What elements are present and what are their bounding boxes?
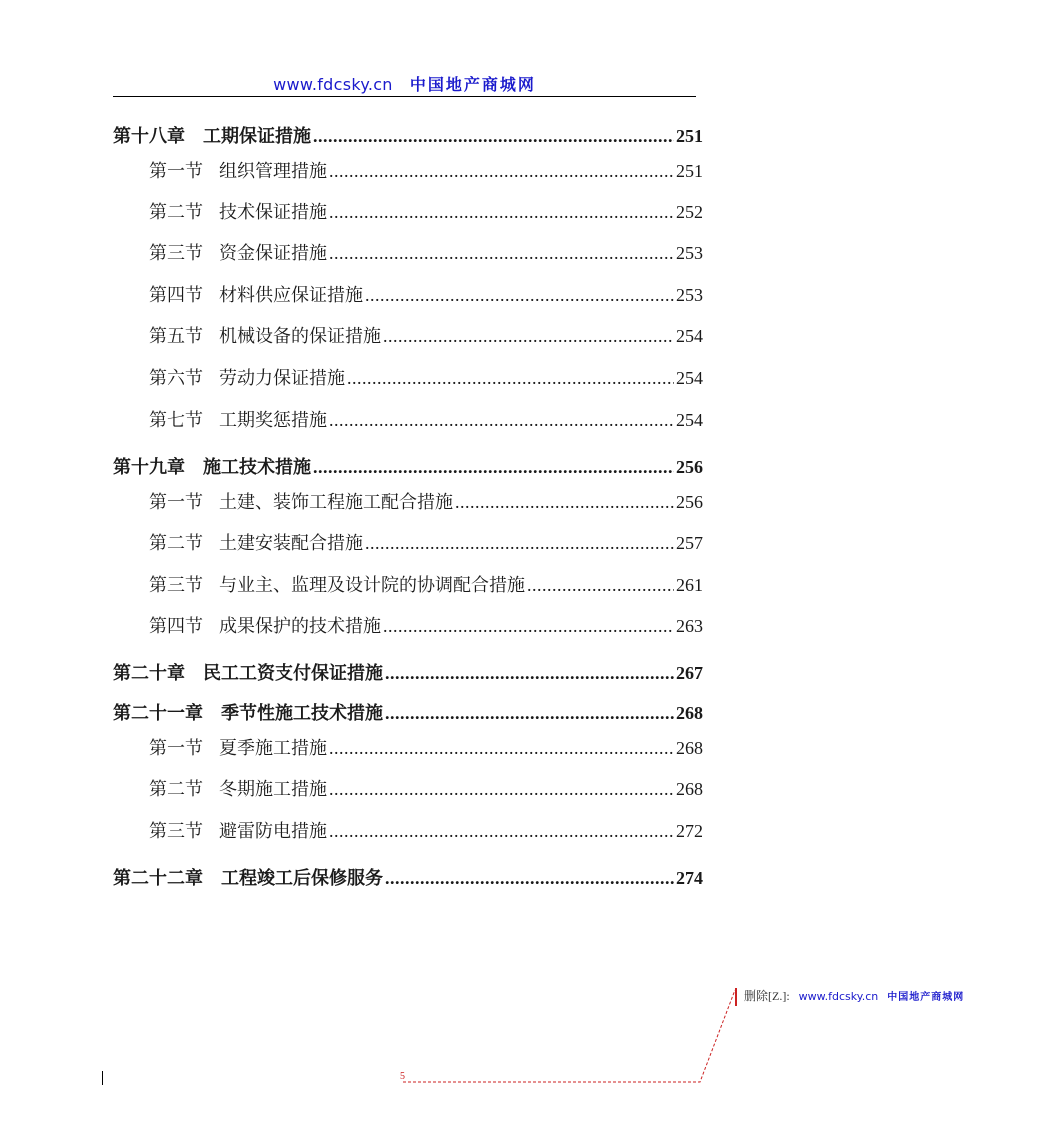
- toc-entry-number: 第四节: [149, 285, 203, 305]
- toc-entry-page: 251: [676, 126, 703, 146]
- toc-entry-number: 第二十章: [113, 663, 185, 683]
- header-site-name: 中国地产商城网: [409, 75, 536, 94]
- revision-comment[interactable]: [735, 986, 1015, 1006]
- toc-entry-number: 第三节: [149, 821, 203, 841]
- toc-entry-page: 253: [676, 243, 703, 263]
- toc-entry-page: 251: [676, 161, 703, 181]
- toc-entry-title: 成果保护的技术措施: [219, 616, 381, 636]
- toc-entry-title: 避雷防电措施: [219, 821, 327, 841]
- toc-entry-number: 第一节: [149, 492, 203, 512]
- toc-entry-number: 第三节: [149, 575, 203, 595]
- comment-site-url: www.fdcsky.cn: [798, 990, 879, 1003]
- toc-entry-number: 第二节: [149, 779, 203, 799]
- toc-entry-title: 资金保证措施: [219, 243, 327, 263]
- toc-entry-number: 第二节: [149, 202, 203, 222]
- toc-entry-title: 劳动力保证措施: [219, 368, 345, 388]
- toc-entry-number: 第五节: [149, 326, 203, 346]
- toc-entry-title: 施工技术措施: [203, 457, 311, 477]
- toc-entry-number: 第十九章: [113, 457, 185, 477]
- toc-entry-page: 254: [676, 410, 703, 430]
- toc-entry-page: 274: [676, 868, 703, 888]
- toc-entry-number: 第六节: [149, 368, 203, 388]
- toc-entry-number: 第一节: [149, 161, 203, 181]
- toc-entry-title: 民工工资支付保证措施: [203, 663, 383, 683]
- toc-entry-title: 工期奖惩措施: [219, 410, 327, 430]
- toc-entry-page: 257: [676, 533, 703, 553]
- toc-entry-title: 与业主、监理及设计院的协调配合措施: [219, 575, 525, 595]
- margin-bar: [102, 1071, 103, 1085]
- toc-entry-title: 夏季施工措施: [219, 738, 327, 758]
- toc-entry-number: 第三节: [149, 243, 203, 263]
- toc-entry-number: 第一节: [149, 738, 203, 758]
- toc-entry-title: 材料供应保证措施: [219, 285, 363, 305]
- toc-entry-number: 第二十一章: [113, 703, 203, 723]
- toc-entry-page: 256: [676, 492, 703, 512]
- comment-site-name: 中国地产商城网: [887, 992, 965, 1003]
- toc-entry-number: 第二十二章: [113, 868, 203, 888]
- toc-entry-page: 268: [676, 738, 703, 758]
- toc-entry-title: 机械设备的保证措施: [219, 326, 381, 346]
- toc-entry-page: 267: [676, 663, 703, 683]
- page-number: 5: [400, 1071, 405, 1082]
- toc-entry-page: 253: [676, 285, 703, 305]
- toc-entry-number: 第七节: [149, 410, 203, 430]
- toc-entry-title: 土建安装配合措施: [219, 533, 363, 553]
- toc-entry-title: 土建、装饰工程施工配合措施: [219, 492, 453, 512]
- toc-entry-page: 256: [676, 457, 703, 477]
- comment-label: 删除[Z.]:: [744, 989, 790, 1003]
- header-site-url[interactable]: www.fdcsky.cn: [273, 75, 393, 94]
- toc-entry-title: 工期保证措施: [203, 126, 311, 146]
- toc-entry-page: 272: [676, 821, 703, 841]
- toc-entry-page: 254: [676, 326, 703, 346]
- revision-mark-icon: [735, 988, 737, 1006]
- toc-entry-page: 263: [676, 616, 703, 636]
- toc-entry-title: 工程竣工后保修服务: [221, 868, 383, 888]
- toc-entry-page: 261: [676, 575, 703, 595]
- toc-entry-number: 第四节: [149, 616, 203, 636]
- toc-entry-title: 技术保证措施: [219, 202, 327, 222]
- toc-entry-title: 组织管理措施: [219, 161, 327, 181]
- toc-entry-number: 第二节: [149, 533, 203, 553]
- toc-entry-page: 268: [676, 703, 703, 723]
- toc-entry-page: 252: [676, 202, 703, 222]
- toc-entry-number: 第十八章: [113, 126, 185, 146]
- toc-entry-title: 季节性施工技术措施: [221, 703, 383, 723]
- toc-entry-page: 254: [676, 368, 703, 388]
- toc-entry-page: 268: [676, 779, 703, 799]
- toc-entry-title: 冬期施工措施: [219, 779, 327, 799]
